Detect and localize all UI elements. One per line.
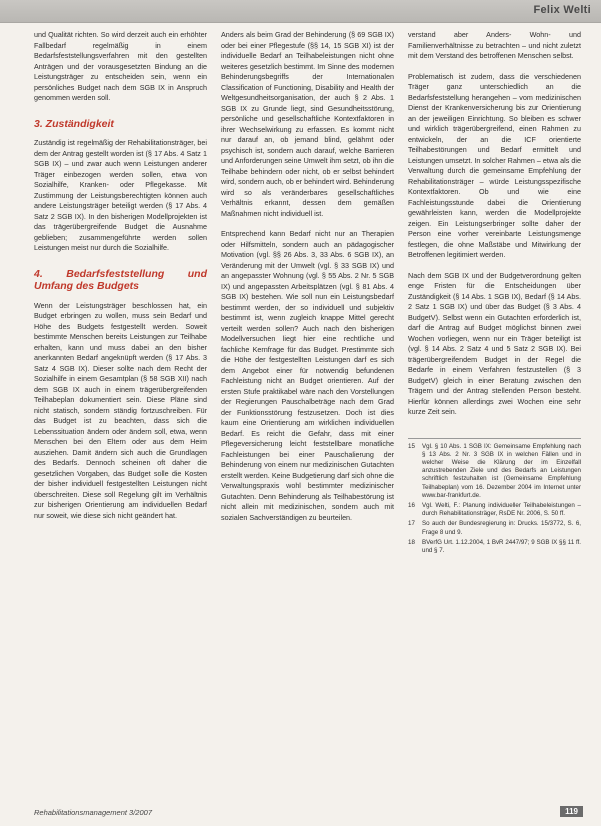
footnote bbox=[408, 443, 581, 500]
paragraph: Nach dem SGB IX und der Budgetverordnung gelten enge Fristen für die Entscheidungen über Zuständigkeit (§ 14 Abs. 1 SGB IX), Bedarf (§ 14 Abs. 2 Satz 1 SGB IX) und über das Budget (§ 3 Abs. 4 BudgetV). Selbst wenn ein Gutachten erforderlich ist, darf die Antrag auf Budget möglichst binnen zwei Wochen vorliegen, wenn nur ein Träger beteiligt ist (vgl. § 14 Abs. 2 Satz 4 und 5 Satz 2 SGB IX). Bei trägerübergreifendem Budget in der Regel die Bedarfe in einem Verfahren festzustellen (§ 3 BudgetV) gleich in einer Beratung zwischen den Trägern und der Antrag stellenden Person besteht. Hierfür können allerdings zwei Wochen eine sehr kurze Zeit sein. bbox=[408, 270, 581, 416]
paragraph: Anders als beim Grad der Behinderung (§ 69 SGB IX) oder bei einer Pflegestufe (§§ 14, 15 SGB XI) ist der individuelle Bedarf an Teilhabeleistungen nicht ohne weiteres gesetzlich bestimmt. Im Sinne des modernen Behinderungsbegriffs der Internationalen Classification of Functioning, Disability and Health der Weltgesundheitsorganisation, der auch § 2 Abs. 1 SGB IX zu Grunde liegt, sind Gesundheitsstörung, persönliche und gesellschaftliche Kontextfaktoren in ihrer Wechselwirkung zu erfassen. Es kommt nicht nur darauf an, ob jemand blind, gelähmt oder psychisch ist, sondern auch darauf, welche Barrieren und Anforderungen seine Umwelt ihm setzt, ob ihn die Teilhabe behindern oder nicht, ob er selbst behindert wird, sondern auch, ob er behindert wird. Behinderung wird so als veränderbares gesellschaftliches Verhältnis erkannt, dessen dem gemäßen Maßnahmen nicht individuell ist. bbox=[221, 30, 395, 218]
footnote-number: 18 bbox=[408, 538, 415, 546]
paragraph: Zuständig ist regelmäßig der Rehabilitationsträger, bei dem der Antrag gestellt worden ist (§ 17 Abs. 4 Satz 1 SGB IX) – und zwar auch wenn Leistungen anderer Träger einbezogen werden sollen, etwa von Sozialhilfe, Kranken- oder Pflegekasse. Mit Zustimmung der Leistungsberechtigten können auch andere Leistungsträger beteiligt werden (§ 17 Abs. 4 Satz 2 SGB IX). In den bisherigen Modellprojekten ist das trägerübergreifende Budget die Ausnahme geblieben; zusammengeführte werden sollen Leistungen meist nur durch die Sozialhilfe. bbox=[34, 138, 207, 252]
footnote-number: 17 bbox=[408, 520, 415, 528]
paragraph: Wenn der Leistungsträger beschlossen hat, ein Budget erbringen zu wollen, muss sein Bedarf und Höhe des Budgets festgestellt werden. Soweit bestimmte Menschen bereits Leistungen zur Teilhabe erhalten, kann und muss dabei an den bisher anerkannten Bedarf angeknüpft werden (§ 17 Abs. 3 Satz 4 SGB IX). Dieser sollte nach dem Recht der Sozialhilfe in einem Gesamtplan (§ 58 SGB XII) nach dem SGB IX auch in einem trägerübergreifenden Teilhabeplan dokumentiert sein. Diese Pläne sind nicht statisch, sondern ständig fortzuschreiben. Für das Budget ist zu beachten, dass sich die Lebenssituation ändern oder ändern soll, etwa, wenn Menschen bei den Eltern oder aus dem Heim ausziehen. Damit ändern sich auch die Grundlagen des Bedarfs. Dennoch scheinen oft daher die gesetzlichen Vorgaben, das Budget solle die Kosten der bisher individuell festgestellten Leistungen nicht überschreiten. Diese soll Regelung gilt im Verhältnis zur bisherigen Orientierung am individuellen Bedarf nur soweit, wie diese sich nicht geändert hat. bbox=[34, 300, 207, 520]
footnote-number: 16 bbox=[408, 501, 415, 509]
column-left bbox=[34, 30, 207, 531]
footnote bbox=[408, 539, 581, 555]
paragraph: verstand aber Anders- Wohn- und Familienverhältnisse zu betrachten – und nicht zuletzt mit dem Verstand des betroffenen Menschen selbst. bbox=[408, 30, 581, 60]
footnote-text: Vgl. Welti, F.: Planung individueller Teilhabeleistungen – durch Rehabilitationsträger, RsDE Nr. 2006, S. 50 ff. bbox=[422, 501, 581, 518]
author-name: Felix Welti bbox=[533, 4, 591, 16]
footnote-text: Vgl. § 10 Abs. 1 SGB IX: Gemeinsame Empfehlung nach § 13 Abs. 2 Nr. 3 SGB IX in welchen Fällen und in welcher Weise die Klärung der im Einzelfall anzustrebenden Ziele und des Bedarfs an Leistungen schriftlich festzuhalten ist (Gemeinsame Empfehlung Teilhabeplan) vom 16. Dezember 2004 im Internet unter www.bar-frankfurt.de. bbox=[422, 442, 581, 499]
section-heading-zustaendigkeit: 3. Zuständigkeit bbox=[34, 117, 114, 130]
footnotes bbox=[408, 438, 581, 556]
section-heading-bedarfsfeststellung: 4. Bedarfsfeststellung und Umfang des Budgets bbox=[34, 267, 207, 292]
column-middle bbox=[221, 30, 394, 533]
page-footer bbox=[34, 806, 583, 820]
footnote-text: BVerfG Urt. 1.12.2004, 1 BvR 2447/97; 9 SGB IX §§ 11 ff. und § 7. bbox=[422, 538, 581, 554]
column-right bbox=[408, 30, 581, 557]
page-number: 119 bbox=[560, 806, 583, 817]
footnote-text: So auch der Bundesregierung in: Drucks. 15/3772, S. 6, Frage 8 und 9. bbox=[422, 520, 581, 536]
paragraph: und Qualität richten. So wird derzeit auch ein erhöhter Fallbedarf regelmäßig in einem Bedarfsfeststellungsverfahren mit den gestellten Anträgen und der vorausgesetzten Bindung an die Leistungsträger zu entscheiden sein, wenn ein persönliches Budget nach dem SGB IX in Anspruch genommen werden soll. bbox=[34, 30, 207, 102]
article-body bbox=[34, 30, 582, 790]
footnote-number: 15 bbox=[408, 442, 415, 450]
footnote bbox=[408, 520, 581, 536]
footnote bbox=[408, 502, 581, 518]
header-bar bbox=[0, 0, 601, 23]
journal-name: Rehabilitationsmanagement 3/2007 bbox=[34, 808, 152, 817]
paragraph: Entsprechend kann Bedarf nicht nur an Therapien oder Hilfsmitteln, sondern auch an pädagogischer Motivation (vgl. §§ 26 Abs. 3, 33 Abs. 6 SGB IX), an Veränderung mit der Umwelt (vgl. § 33 SGB IX) und an angepasster Wohnung (vgl. § 55 Abs. 2 Nr. 5 SGB IX) und angepassten Arbeitsplätzen (vgl. § 81 Abs. 4 SGB IX) bestehen. Wie soll nun ein Leistungsbedarf bestimmt werden, der so individuell und subjektiv bestimmt ist, wenn zugleich knappe Mittel gerecht verteilt werden sollen? Auch nach den bisherigen Modellversuchen liegt hier eine rechtliche und fachliche Kernfrage für das Budget. Prestimmte sich die Höhe der festgestellten Leistungen darf es sich dem Angebot einer für notwendig befundenen Fachleistung nicht an Budget orientieren. Auf der ersten Stufe praktikabel wäre nach den Vorstellungen der Regierungen Pauschalbeträge nach dem Grad der Funktionsstörung festzusetzen. Doch ist dies kaum eine Orientierung am wirklichen individuellen Bedarf. Es reicht die Gefahr, dass mit einer Pflegeversicherung leicht feststellbare monatliche Fachleistungen bei einer Pauschalierung der Behinderung von einem nur medizinischen Gutachten erstellt werden. Keine Budgetierung darf sich ohne die Verwaltungspraxis wohl bestimmter medizinischer Gutachten. Denn Behinderung als Teilhabestörung ist nicht allein mit medizinischen, sondern auch mit sozialen Sachverständigen zu beurteilen. bbox=[221, 229, 394, 522]
paragraph: Problematisch ist zudem, dass die verschiedenen Träger ganz unterschiedlich an die Bedarfsfeststellung herangehen – vom medizinischen Dienst der Krankenversicherung bis zur Orientierung an der jeweiligen Einrichtung. So bleiben es schwer und wirklich trägerübergreifend, einen Rahmen zu entwickeln, der an die ICF orientierte Teilhabestörungen und Bedarf ermittelt und Leistungen umsetzt. In solcher Rahmen – etwa als die Verwaltung durch die gemeinsame Empfehlung der Rehabilitationsträger – würde Leistungsspezifische Kontextfaktoren. Ob und wie eine Fachleistungsstunde dabei die Orientierung gewährleisten kann, werden die Modellprojekte zeigen. Ein Leistungserbringer sollte daher der Person eine vorher vereinbarte Leistungsmenge festlegen, die ohne Maßstäbe und Mitwirkung der Betroffenen legitimiert werden. bbox=[408, 71, 581, 259]
